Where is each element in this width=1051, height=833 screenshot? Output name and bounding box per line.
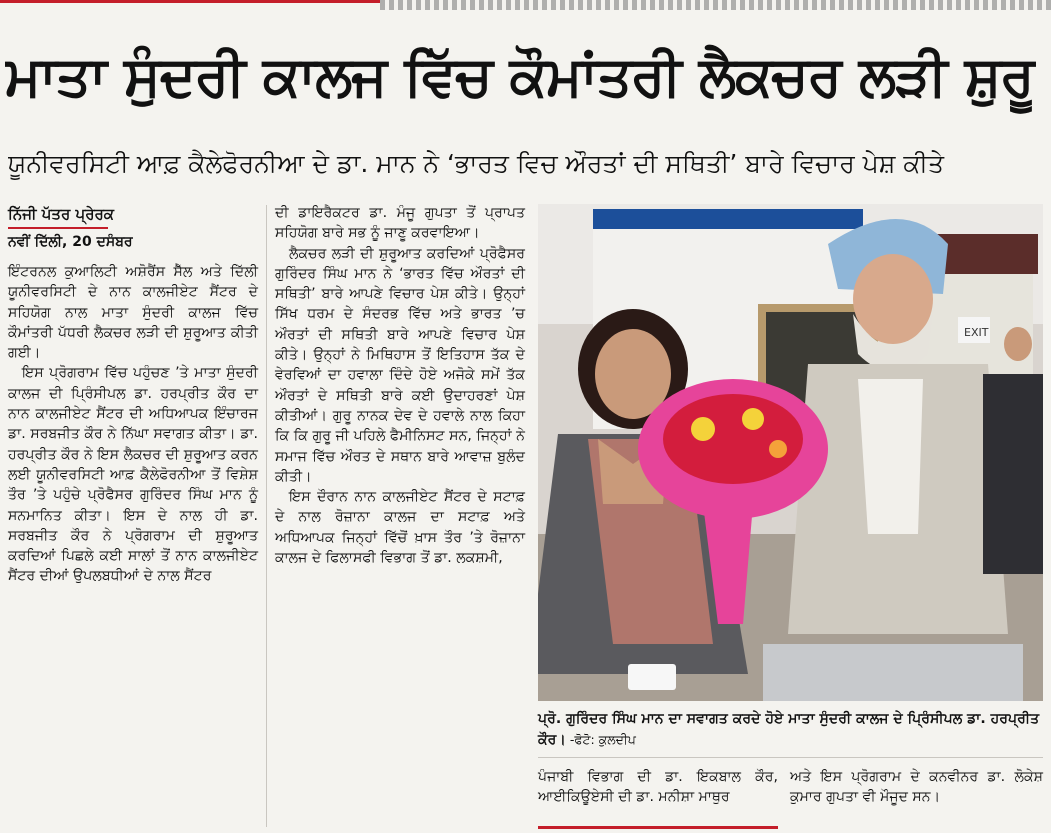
article-column-1 <box>8 262 258 587</box>
dotted-rule <box>380 0 1051 10</box>
paragraph: ਲੈਕਚਰ ਲੜੀ ਦੀ ਸ਼ੁਰੂਆਤ ਕਰਦਿਆਂ ਪ੍ਰੋਫੈਸਰ ਗੁਰਿੰਦਰ ਸਿੰਘ ਮਾਨ ਨੇ ‘ਭਾਰਤ ਵਿੱਚ ਔਰਤਾਂ ਦੀ ਸਥਿਤੀ’ ਬਾਰੇ ਆਪਣੇ ਵਿਚਾਰ ਪੇਸ਼ ਕੀਤੇ। ਉਨ੍ਹਾਂ ਸਿੱਖ ਧਰਮ ਦੇ ਸੰਦਰਭ ਵਿੱਚ ਅਤੇ ਭਾਰਤ ’ਚ ਔਰਤਾਂ ਦੀ ਸਥਿਤੀ ਬਾਰੇ ਆਪਣੇ ਵਿਚਾਰ ਪੇਸ਼ ਕੀਤੇ। ਉਨ੍ਹਾਂ ਨੇ ਮਿਥਿਹਾਸ ਤੋਂ ਇਤਿਹਾਸ ਤੱਕ ਦੇ ਵੇਰਵਿਆਂ ਦਾ ਹਵਾਲਾ ਦਿੰਦੇ ਹੋਏ ਅਜੋਕੇ ਸਮੇਂ ਤੱਕ ਔਰਤਾਂ ਦੇ ਸਥਿਤੀ ਬਾਰੇ ਕਈ ਉਦਾਹਰਣਾਂ ਪੇਸ਼ ਕੀਤੀਆਂ। ਗੁਰੂ ਨਾਨਕ ਦੇਵ ਦੇ ਹਵਾਲੇ ਨਾਲ ਕਿਹਾ ਕਿ ਕਿ ਗੁਰੂ ਜੀ ਪਹਿਲੇ ਫੈਮੀਨਿਸਟ ਸਨ, ਜਿਨ੍ਹਾਂ ਨੇ ਸਮਾਜ ਵਿੱਚ ਔਰਤ ਦੇ ਸਥਾਨ ਬਾਰੇ ਆਵਾਜ਼ ਬੁਲੰਦ ਕੀਤੀ। <box>275 245 525 485</box>
news-photo <box>538 204 1043 701</box>
exit-sign: EXIT <box>964 326 989 339</box>
article-column-4 <box>790 767 1043 808</box>
byline <box>8 203 258 252</box>
byline-rule <box>8 227 108 229</box>
paragraph: ਅਤੇ ਇਸ ਪ੍ਰੋਗਰਾਮ ਦੇ ਕਨਵੀਨਰ ਡਾ. ਲੋਕੇਸ਼ ਕੁਮਾਰ ਗੁਪਤਾ ਵੀ ਮੌਜੂਦ ਸਨ। <box>790 769 1043 806</box>
paragraph: ਦੀ ਡਾਇਰੈਕਟਰ ਡਾ. ਮੰਜੂ ਗੁਪਤਾ ਤੋਂ ਪ੍ਰਾਪਤ ਸਹਿਯੋਗ ਬਾਰੇ ਸਭ ਨੂੰ ਜਾਣੂ ਕਰਵਾਇਆ। <box>275 205 525 242</box>
photo-illustration <box>538 204 1043 701</box>
top-rule <box>0 0 1051 10</box>
dateline: ਨਵੀਂ ਦਿੱਲੀ, 20 ਦਸੰਬਰ <box>8 234 133 250</box>
article-column-3 <box>538 767 778 808</box>
paragraph: ਇਸ ਦੌਰਾਨ ਨਾਨ ਕਾਲਜੀਏਟ ਸੈਂਟਰ ਦੇ ਸਟਾਫ਼ ਦੇ ਨਾਲ ਰੋਜ਼ਾਨਾ ਕਾਲਜ ਦਾ ਸਟਾਫ਼ ਅਤੇ ਅਧਿਆਪਕ ਜਿਨ੍ਹਾਂ ਵਿੱਚੋਂ ਖ਼ਾਸ ਤੌਰ ’ਤੇ ਰੋਜ਼ਾਨਾ ਕਾਲਜ ਦੇ ਫਿਲਾਸਫੀ ਵਿਭਾਗ ਤੋਂ ਡਾ. ਲਕਸ਼ਮੀ, <box>275 489 525 567</box>
photo-caption <box>538 709 1043 750</box>
headline: ਮਾਤਾ ਸੁੰਦਰੀ ਕਾਲਜ ਵਿੱਚ ਕੌਮਾਂਤਰੀ ਲੈਕਚਰ ਲੜੀ ਸ਼ੁਰੂ <box>5 44 1034 108</box>
caption-rule <box>538 757 1043 758</box>
caption-text: ਪ੍ਰੋ. ਗੁਰਿੰਦਰ ਸਿੰਘ ਮਾਨ ਦਾ ਸਵਾਗਤ ਕਰਦੇ ਹੋਏ ਮਾਤਾ ਸੁੰਦਰੀ ਕਾਲਜ ਦੇ ਪ੍ਰਿੰਸੀਪਲ ਡਾ. ਹਰਪ੍ਰੀਤ ਕੌਰ। <box>538 711 1040 748</box>
photo-credit: -ਫੋਟੋ: ਕੁਲਦੀਪ <box>565 731 636 747</box>
paragraph: ਪੰਜਾਬੀ ਵਿਭਾਗ ਦੀ ਡਾ. ਇਕਬਾਲ ਕੌਰ, ਆਈਕਿਊਏਸੀ ਦੀ ਡਾ. ਮਨੀਸ਼ਾ ਮਾਥੁਰ <box>538 769 778 806</box>
reporter: ਨਿੱਜੀ ਪੱਤਰ ਪ੍ਰੇਰਕ <box>8 205 115 223</box>
paragraph: ਇੰਟਰਨਲ ਕੁਆਲਿਟੀ ਅਸ਼ੋਰੈਂਸ ਸੈੱਲ ਅਤੇ ਦਿੱਲੀ ਯੂਨੀਵਰਸਿਟੀ ਦੇ ਨਾਨ ਕਾਲਜੀਏਟ ਸੈਂਟਰ ਦੇ ਸਹਿਯੋਗ ਨਾਲ ਮਾਤਾ ਸੁੰਦਰੀ ਕਾਲਜ ਵਿੱਚ ਕੌਮਾਂਤਰੀ ਪੱਧਰੀ ਲੈਕਚਰ ਲੜੀ ਦੀ ਸ਼ੁਰੂਆਤ ਕੀਤੀ ਗਈ। <box>8 264 258 362</box>
bottom-red-rule <box>538 826 778 829</box>
column-divider <box>266 205 267 827</box>
paragraph: ਇਸ ਪ੍ਰੋਗਰਾਮ ਵਿੱਚ ਪਹੁੰਚਣ ’ਤੇ ਮਾਤਾ ਸੁੰਦਰੀ ਕਾਲਜ ਦੀ ਪ੍ਰਿੰਸੀਪਲ ਡਾ. ਹਰਪ੍ਰੀਤ ਕੌਰ ਦਾ ਨਾਨ ਕਾਲਜੀਏਟ ਸੈਂਟਰ ਦੀ ਅਧਿਆਪਕ ਇੰਚਾਰਜ ਡਾ. ਸਰਬਜੀਤ ਕੌਰ ਨੇ ਨਿੱਘਾ ਸਵਾਗਤ ਕੀਤਾ। ਡਾ. ਹਰਪ੍ਰੀਤ ਕੌਰ ਨੇ ਇਸ ਲੈਕਚਰ ਦੀ ਸ਼ੁਰੂਆਤ ਕਰਨ ਲਈ ਯੂਨੀਵਰਸਿਟੀ ਆਫ਼ ਕੈਲੇਫੋਰਨੀਆ ਤੋਂ ਵਿਸ਼ੇਸ਼ ਤੌਰ ’ਤੇ ਪਹੁੰਚੇ ਪ੍ਰੋਫੈਸਰ ਗੁਰਿੰਦਰ ਸਿੰਘ ਮਾਨ ਨੂੰ ਸਨਮਾਨਿਤ ਕੀਤਾ। ਇਸ ਦੇ ਨਾਲ ਹੀ ਡਾ. ਸਰਬਜੀਤ ਕੌਰ ਨੇ ਪ੍ਰੋਗਰਾਮ ਦੀ ਸ਼ੁਰੂਆਤ ਕਰਦਿਆਂ ਪਿਛਲੇ ਕਈ ਸਾਲਾਂ ਤੋਂ ਨਾਨ ਕਾਲਜੀਏਟ ਸੈਂਟਰ ਦੀਆਂ ਉਪਲਬਧੀਆਂ ਦੇ ਨਾਲ ਸੈਂਟਰ <box>8 365 258 585</box>
article-column-2 <box>275 203 525 568</box>
red-rule <box>0 0 380 13</box>
subheadline: ਯੂਨੀਵਰਸਿਟੀ ਆਫ਼ ਕੈਲੇਫੋਰਨੀਆ ਦੇ ਡਾ. ਮਾਨ ਨੇ ‘ਭਾਰਤ ਵਿਚ ਔਰਤਾਂ ਦੀ ਸਥਿਤੀ’ ਬਾਰੇ ਵਿਚਾਰ ਪੇਸ਼ ਕੀਤੇ <box>8 149 944 178</box>
